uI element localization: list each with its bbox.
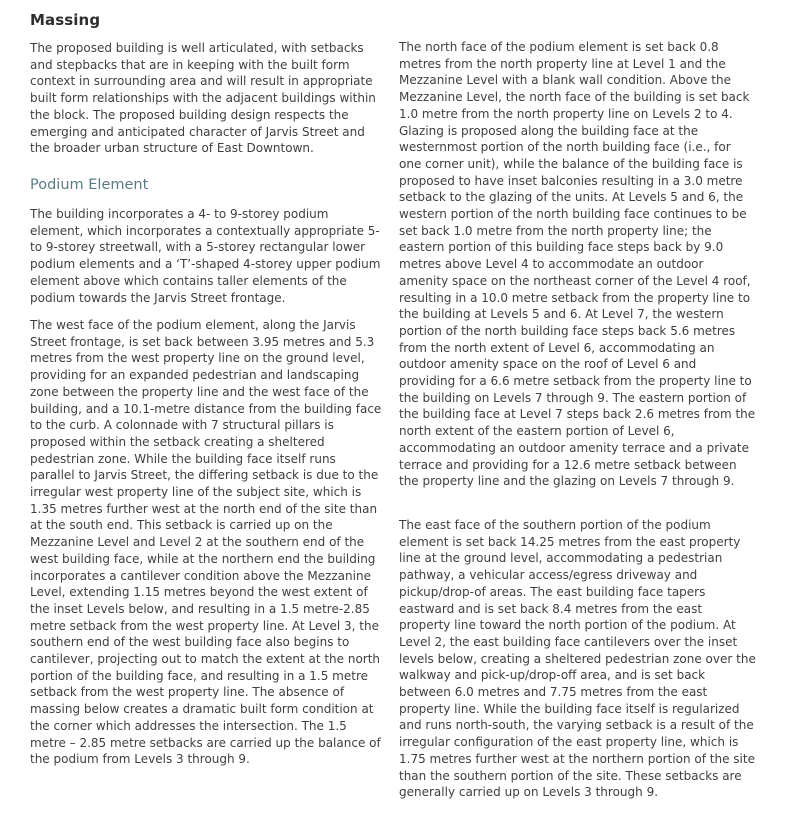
podium-paragraph: The building incorporates a 4- to 9-storey podium element, which incorporates a contextually appropriate 5- to 9-storey streetwall, with a 5-storey rectangular lower podium elements and a ‘T’-shaped 4-storey upper podium element above which contains taller elements of the podium towards the Jarvis Street frontage. — [30, 207, 381, 305]
west-face-paragraph: The west face of the podium element, along the Jarvis Street frontage, is set back between 3.95 metres and 5.3 metres from the west property line on the ground level, providing for an expanded pedestrian and landscaping zone between the property line and the west face of the building, and a 10.1-metre distance from the building face to the curb. A colonnade with 7 structural pillars is proposed within the setback creating a sheltered pedestrian zone. While the building face itself runs parallel to Jarvis Street, the differing setback is due to the irregular west property line of the subject site, which is 1.35 metres further west at the north end of the site than at the south end. This setback is carried up on the Mezzanine Level and Level 2 at the southern end of the west building face, while at the northern end the building incorporates a cantilever condition above the Mezzanine Level, extending 1.15 metres beyond the west extent of the inset Levels below, and resulting in a 1.5 metre-2.85 metre setback from the west property line. At Level 3, the southern end of the west building face also begins to cantilever, projecting out to match the extent at the north portion of the building face, and resulting in a 1.5 metre setback from the west property line. The absence of massing below creates a dramatic built form condition at the corner which addresses the intersection. The 1.5 metre – 2.85 metre setbacks are carried up the balance of the podium from Levels 3 through 9. — [30, 318, 382, 767]
east-face-paragraph: The east face of the southern portion of the podium element is set back 14.25 metres from the east property line at the ground level, accommodating a pedestrian pathway, a vehicular access/egress driveway and pickup/drop-of areas. The east building face tapers eastward and is set back 8.4 metres from the east property line toward the north portion of the podium. At Level 2, the east building face cantilevers over the inset levels below, creating a sheltered pedestrian zone over the walkway and pick-up/drop-off area, and is set back between 6.0 metres and 7.75 metres from the east property line. While the building face itself is regularized and runs north-south, the varying setback is a result of the irregular configuration of the east property line, which is 1.75 metres further west at the northern portion of the site than the southern portion of the site. These setbacks are generally carried up on Levels 3 through 9. — [399, 518, 756, 800]
subsection-heading: Podium Element — [30, 177, 149, 193]
intro-paragraph: The proposed building is well articulated, with setbacks and stepbacks that are in keeping with the built form context in surrounding area and will result in appropriate built form relationships with the adjacent buildings within the block. The proposed building design respects the emerging and anticipated character of Jarvis Street and the broader urban structure of East Downtown. — [30, 41, 376, 156]
section-heading: Massing — [30, 11, 101, 29]
north-face-paragraph: The north face of the podium element is set back 0.8 metres from the north property line at Level 1 and the Mezzanine Level with a blank wall condition. Above the Mezzanine Level, the north face of the building is set back 1.0 metre from the north property line on Levels 2 to 4. Glazing is proposed along the building face at the westernmost portion of the north building face (i.e., for one corner unit), while the balance of the building face is proposed to have inset balconies resulting in a 3.0 metre setback to the glazing of the units. At Levels 5 and 6, the western portion of the north building face continues to be set back 1.0 metre from the north property line; the eastern portion of this building face steps back by 9.0 metres above Level 4 to accommodate an outdoor amenity space on the northeast corner of the Level 4 roof, resulting in a 10.0 metre setback from the property line to the building at Levels 5 and 6. At Level 7, the western portion of the north building face steps back 5.6 metres from the north extent of Level 6, accommodating an outdoor amenity space on the roof of Level 6 and providing for a 6.6 metre setback from the property line to the building on Levels 7 through 9. The eastern portion of the building face at Level 7 steps back 2.6 metres from the north extent of the eastern portion of Level 6, accommodating an outdoor amenity terrace and a private terrace and providing for a 12.6 metre setback between the property line and the glazing on Levels 7 through 9. — [399, 40, 756, 489]
